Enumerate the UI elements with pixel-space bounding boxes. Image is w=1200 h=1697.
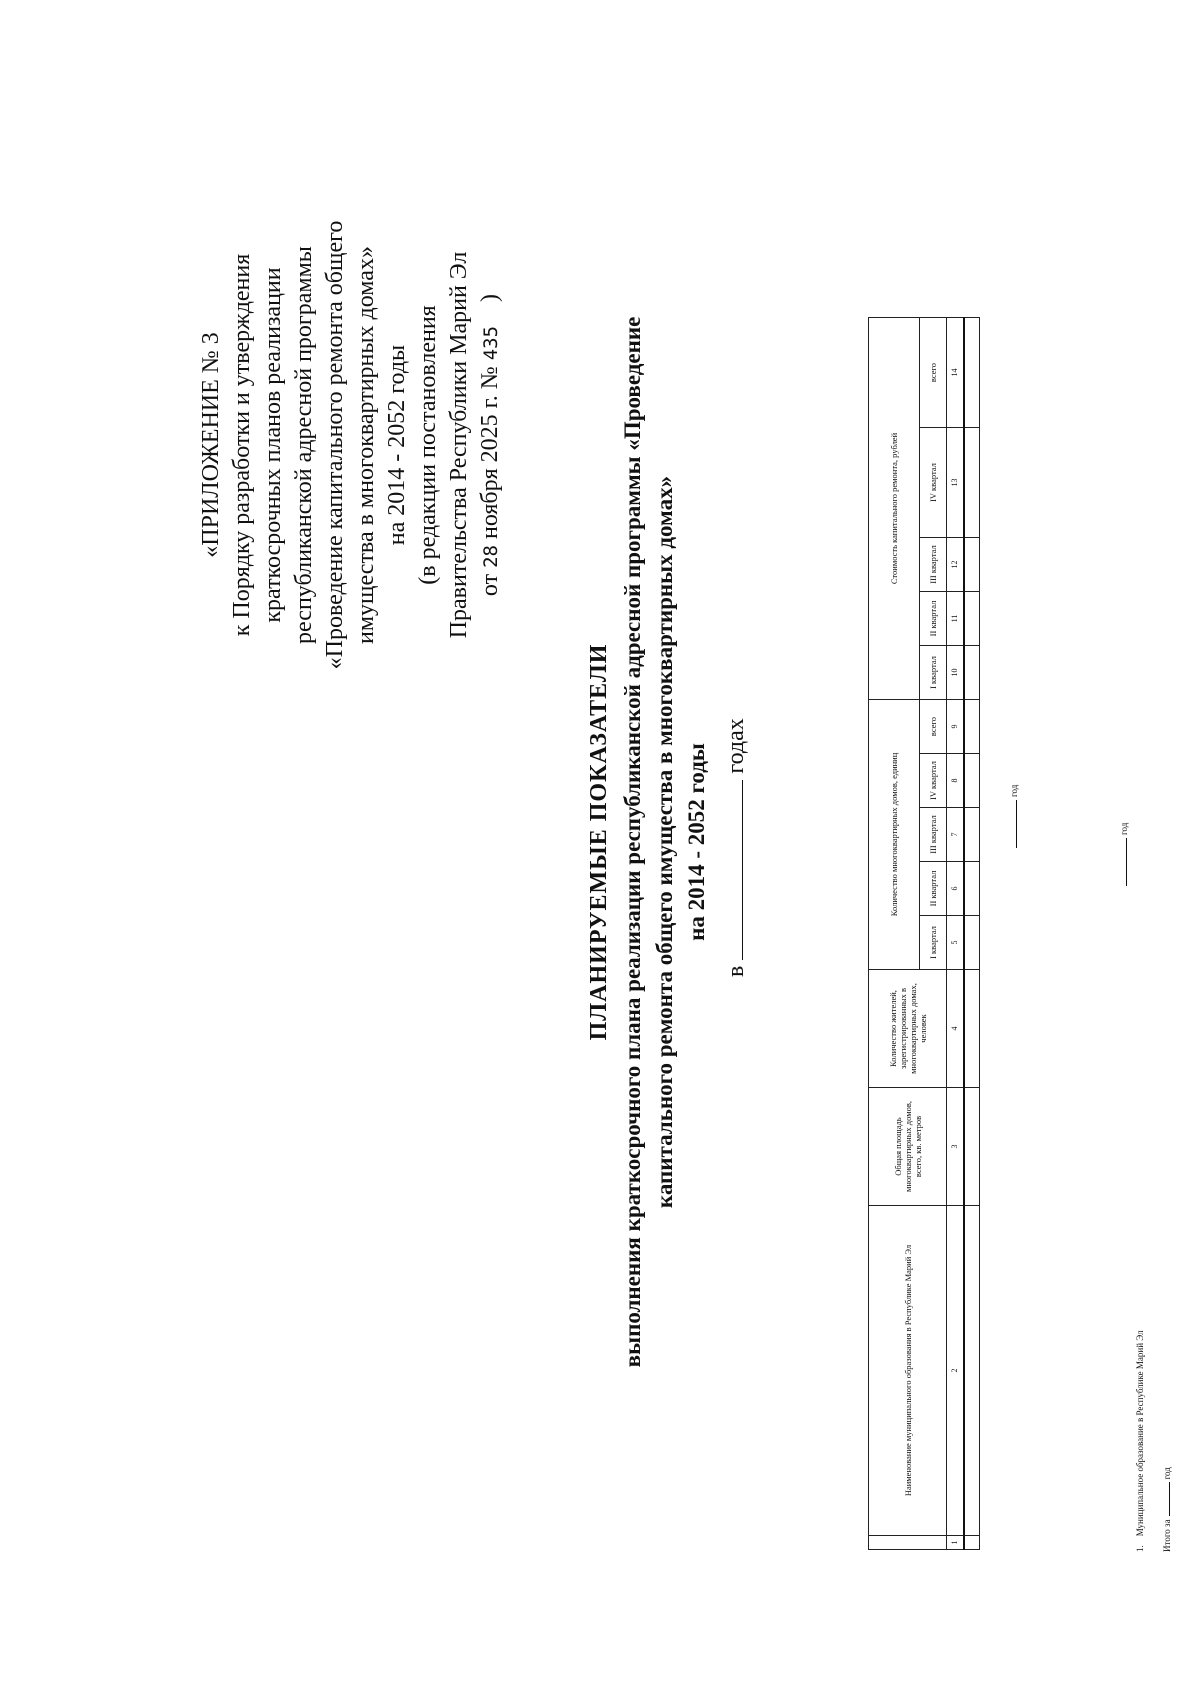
total-year-label: год [1162, 1467, 1172, 1480]
document-title [583, 207, 713, 1477]
title-line-2: выполнения краткосрочного плана реализации республиканской адресной программы «Проведение [620, 316, 645, 1368]
annex-line: Правительства Республики Марий Эл [446, 251, 472, 639]
title-line-3: капитального ремонта общего имущества в многоквартирных домах» [652, 475, 677, 1209]
year-blank-2 [1117, 823, 1129, 889]
annex-line: к Порядку разработки и утверждения [229, 253, 255, 637]
subheader-cell: I квартал [920, 916, 947, 970]
annex-note [196, 210, 507, 680]
subheader-cell: IV квартал [920, 428, 947, 538]
column-number: 7 [947, 808, 965, 862]
table-cell [964, 318, 980, 428]
table-cell [964, 1206, 980, 1536]
date-mid: ноября 2025 г. № [477, 366, 503, 539]
subheader-cell: IV квартал [920, 754, 947, 808]
table-cell [964, 592, 980, 646]
column-number: 13 [947, 428, 965, 538]
date-number: 435 [480, 325, 502, 361]
title-line-4: на 2014 - 2052 годы [684, 743, 709, 941]
table-header-row [869, 318, 920, 1550]
header-cell-index [869, 1536, 947, 1550]
header-cell-cost: Стоимость капитального ремонта, рублей [869, 318, 920, 700]
column-number: 10 [947, 646, 965, 700]
column-number-row [947, 318, 965, 1550]
header-cell-residents: Количество жителей, зарегистрированных в многоквартирных домах, человек [869, 970, 947, 1088]
period-suffix: годах [723, 718, 749, 774]
column-number: 4 [947, 970, 965, 1088]
period-line [720, 718, 750, 977]
table-cell [964, 808, 980, 862]
annex-line: на 2014 - 2052 годы [384, 344, 410, 546]
indicators-table [868, 317, 980, 1550]
table-cell [964, 970, 980, 1088]
subheader-cell: всего [920, 318, 947, 428]
annex-line: республиканской адресной программы [291, 246, 317, 644]
total-label: Итого за [1162, 1519, 1172, 1552]
column-number: 9 [947, 700, 965, 754]
column-number: 5 [947, 916, 965, 970]
annex-line: «Проведение капитального ремонта общего [322, 220, 348, 670]
date-prefix: от [477, 573, 503, 597]
table-cell [964, 700, 980, 754]
year-label: год [1119, 822, 1129, 835]
table-row [964, 318, 980, 1550]
table-cell [964, 428, 980, 538]
table-cell [964, 754, 980, 808]
table-cell [964, 862, 980, 916]
subheader-cell: III квартал [920, 538, 947, 592]
year-blank-1 [1007, 785, 1019, 851]
column-number: 6 [947, 862, 965, 916]
year-label: год [1009, 784, 1019, 797]
column-number: 2 [947, 1206, 965, 1536]
period-prefix: в [723, 965, 749, 977]
row-number: 1. [1135, 1545, 1145, 1552]
municipality-label: Муниципальное образование в Республике Марий Эл [1135, 1330, 1145, 1537]
table-cell [964, 1088, 980, 1206]
header-cell-houses: Количество многоквартирных домов, единиц [869, 700, 920, 970]
period-blank [720, 780, 743, 960]
annex-line: имущества в многоквартирных домах» [353, 246, 379, 644]
year-underline [1117, 838, 1127, 886]
annex-line: (в редакции постановления [415, 305, 441, 585]
subheader-cell: I квартал [920, 646, 947, 700]
date-day: 28 [480, 545, 502, 568]
column-number: 14 [947, 318, 965, 428]
table-cell [964, 1536, 980, 1550]
total-row [1160, 1467, 1172, 1552]
subheader-cell: II квартал [920, 862, 947, 916]
column-number: 8 [947, 754, 965, 808]
table-cell [964, 646, 980, 700]
column-number: 12 [947, 538, 965, 592]
annex-line: краткосрочных планов реализации [260, 267, 286, 623]
header-cell-name: Наименование муниципального образования в Республике Марий Эл [869, 1206, 947, 1536]
title-line-1: ПЛАНИРУЕМЫЕ ПОКАЗАТЕЛИ [586, 643, 612, 1041]
column-number: 1 [947, 1536, 965, 1550]
date-close: ) [477, 293, 503, 302]
total-underline [1160, 1482, 1170, 1516]
subheader-cell: III квартал [920, 808, 947, 862]
annex-line: «ПРИЛОЖЕНИЕ № 3 [198, 332, 224, 558]
table-cell [964, 538, 980, 592]
header-cell-area: Общая площадь многоквартирных домов, всего, кв. метров [869, 1088, 947, 1206]
municipality-row [1135, 1330, 1145, 1552]
column-number: 3 [947, 1088, 965, 1206]
column-number: 11 [947, 592, 965, 646]
table-cell [964, 916, 980, 970]
subheader-cell: всего [920, 700, 947, 754]
year-underline [1007, 800, 1017, 848]
annex-date-line [475, 210, 507, 680]
subheader-cell: II квартал [920, 592, 947, 646]
